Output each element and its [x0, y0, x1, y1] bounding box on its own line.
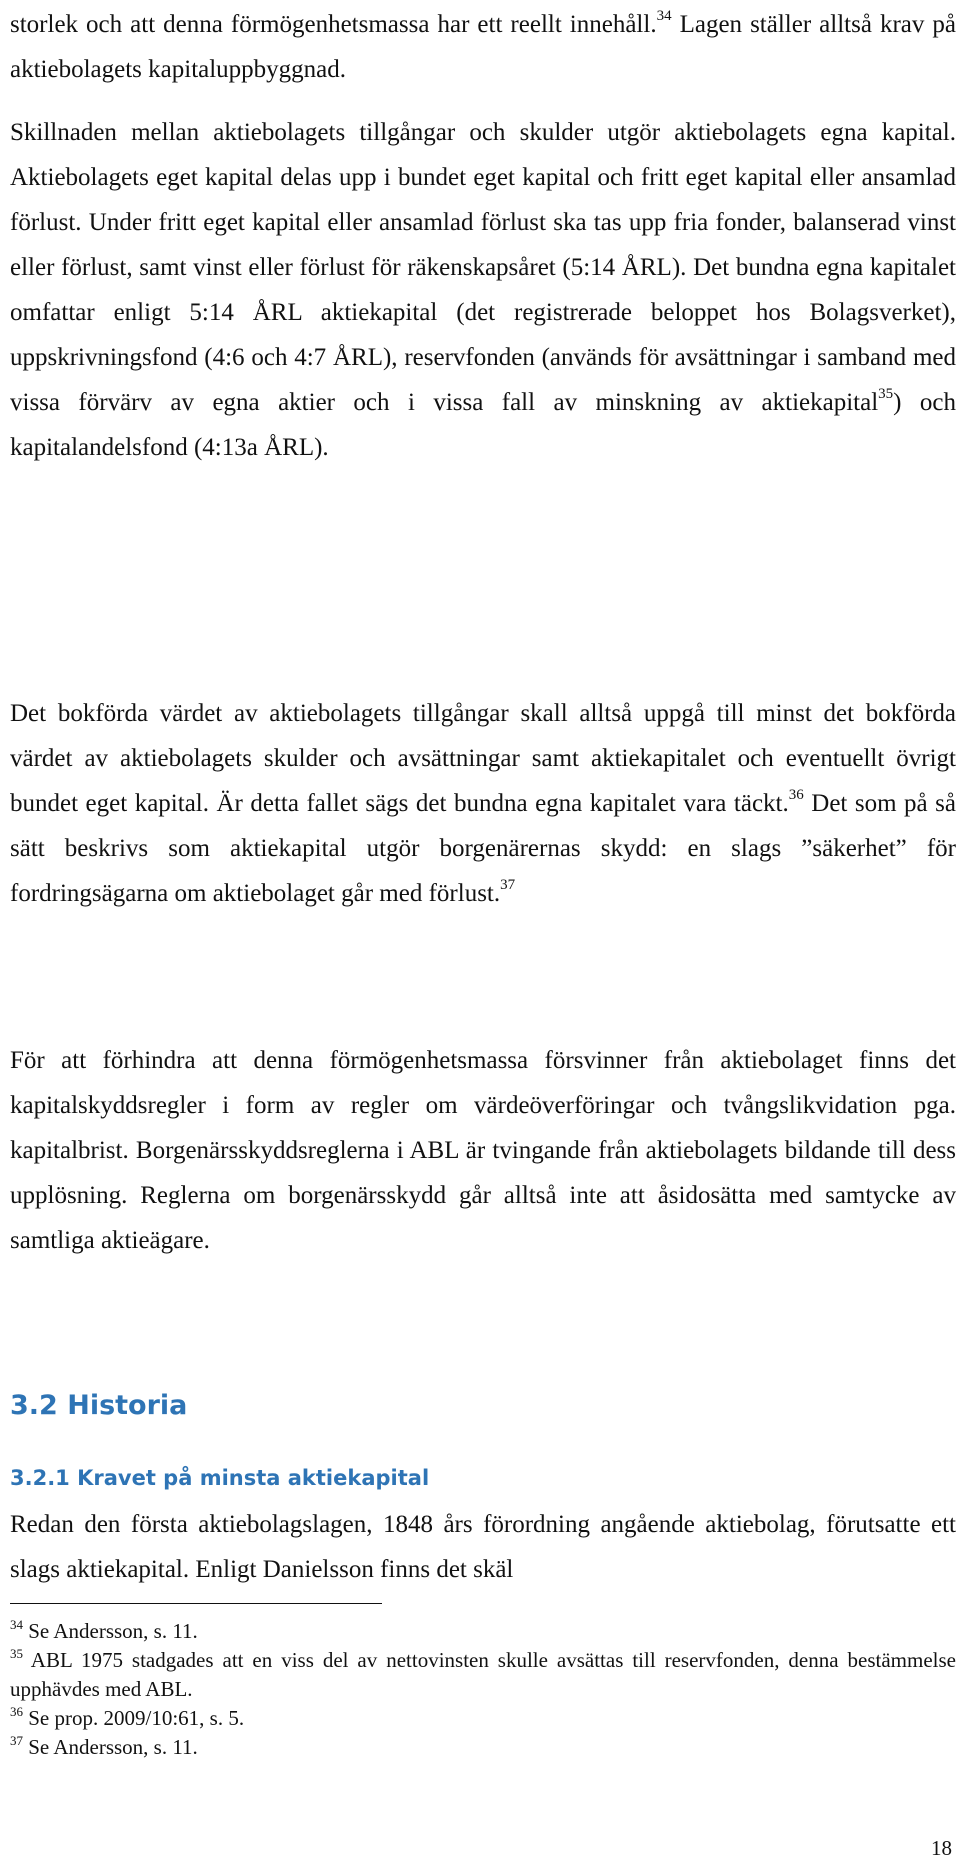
paragraph-text: Lagen ställer alltså krav på aktiebolagets kapitaluppbyggnad.: [10, 11, 956, 83]
paragraph-text: Det bokförda värdet av aktiebolagets tillgångar skall alltså uppgå till minst det bokförda värdet av aktiebolagets skulder och avsättningar samt aktiekapitalet och eventuellt övrigt bundet eget kapital. Är detta fallet sägs det bundna egna kapitalet vara täckt.: [10, 700, 956, 817]
footnote-number: 35: [10, 1646, 23, 1661]
body-paragraph-2: [10, 110, 956, 470]
footnote-text: Se Andersson, s. 11.: [23, 1735, 198, 1759]
section-heading-historia: 3.2 Historia: [10, 1390, 188, 1421]
footnote-text: ABL 1975 stadgades att en viss del av nettovinsten skulle avsättas till reservfonden, denna bestämmelse upphävdes med ABL.: [10, 1648, 956, 1701]
page-number: 18: [931, 1836, 952, 1860]
footnote-number: 36: [10, 1704, 23, 1719]
footnote-36: [10, 1704, 956, 1733]
footnote-ref-35[interactable]: 35: [878, 386, 894, 402]
footnote-ref-37[interactable]: 37: [500, 877, 516, 893]
footnote-text: Se prop. 2009/10:61, s. 5.: [23, 1706, 245, 1730]
body-paragraph-4: För att förhindra att denna förmögenhetsmassa försvinner från aktiebolaget finns det kapitalskyddsregler i form av regler om värdeöverföringar och tvångslikvidation pga. kapitalbrist. Borgenärsskyddsreglerna i ABL är tvingande från aktiebolagets bildande till dess upplösning. Reglerna om borgenärsskydd går alltså inte att åsidosätta med samtycke av samtliga aktieägare.: [10, 1047, 956, 1254]
body-paragraph-1: [10, 2, 956, 92]
footnote-ref-34[interactable]: 34: [656, 8, 672, 24]
footnote-number: 34: [10, 1617, 23, 1632]
paragraph-text: Skillnaden mellan aktiebolagets tillgångar och skulder utgör aktiebolagets egna kapital. Aktiebolagets eget kapital delas upp i bundet eget kapital och fritt eget kapital eller ansamlad förlust. Under fritt eget kapital eller ansamlad förlust ska tas upp fria fonder, balanserad vinst eller förlust, samt vinst eller förlust för räkenskapsåret (5:14 ÅRL). Det bundna egna kapitalet omfattar enligt 5:14 ÅRL aktiekapital (det registrerade beloppet hos Bolagsverket), uppskrivningsfond (4:6 och 4:7 ÅRL), reservfonden (används för avsättningar i samband med vissa förvärv av egna aktier och i vissa fall av minskning av aktiekapital: [10, 119, 956, 416]
footnote-separator: [10, 1603, 382, 1604]
footnote-37: [10, 1733, 956, 1762]
subsection-heading-minsta-aktiekapital: 3.2.1 Kravet på minsta aktiekapital: [10, 1466, 430, 1490]
paragraph-text: Det som på så sätt beskrivs som aktiekapital utgör borgenärernas skydd: en slags ”säkerhet” för fordringsägarna om aktiebolaget går med förlust.: [10, 790, 956, 907]
body-paragraph-3: [10, 691, 956, 916]
footnote-text: Se Andersson, s. 11.: [23, 1619, 198, 1643]
footnote-ref-36[interactable]: 36: [788, 787, 804, 803]
footnote-34: [10, 1617, 956, 1646]
footnotes: [10, 1617, 956, 1762]
footnote-35: [10, 1646, 956, 1704]
paragraph-text: storlek och att denna förmögenhetsmassa har ett reellt innehåll.: [10, 11, 657, 38]
body-paragraph-5: Redan den första aktiebolagslagen, 1848 års förordning angående aktiebolag, förutsatte ett slags aktiekapital. Enligt Danielsson finns det skäl: [10, 1511, 956, 1583]
paragraph-text: ) och kapitalandelsfond (4:13a ÅRL).: [10, 389, 957, 461]
footnote-number: 37: [10, 1733, 23, 1748]
